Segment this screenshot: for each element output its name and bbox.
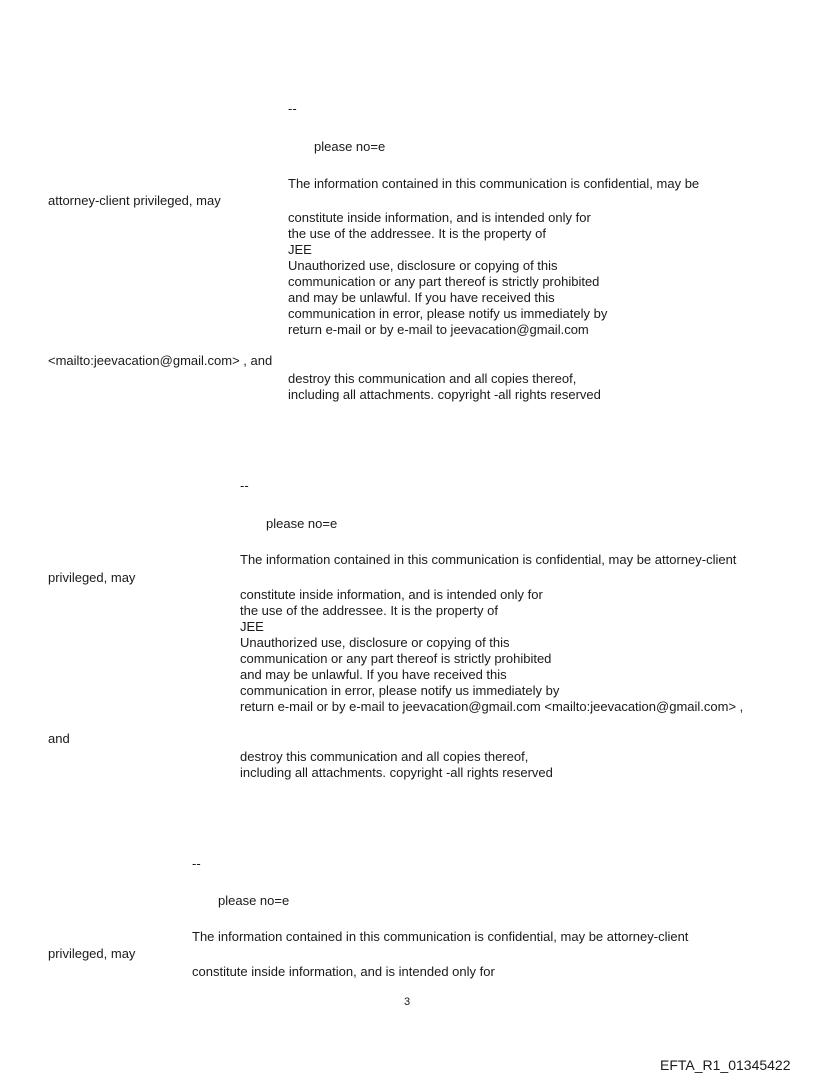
block2-wrap-line-2: and — [48, 731, 70, 746]
body-line: constitute inside information, and is intended only for — [288, 210, 591, 225]
tail-line: destroy this communication and all copies thereof, — [240, 749, 529, 764]
block2-first-line: The information contained in this communication is confidential, may be attorney-client — [240, 552, 737, 567]
body-line: return e-mail or by e-mail to jeevacation@gmail.com — [288, 322, 589, 337]
body-line: JEE — [288, 242, 312, 257]
body-line: and may be unlawful. If you have received this — [288, 290, 555, 305]
body-line: JEE — [240, 619, 264, 634]
block1-first-line: The information contained in this communication is confidential, may be — [288, 176, 700, 191]
tail-line: including all attachments. copyright -all rights reserved — [240, 765, 553, 780]
body-line: communication or any part thereof is strictly prohibited — [240, 651, 552, 666]
block1-greeting: please no=e — [314, 139, 386, 154]
block1-body — [288, 210, 607, 338]
block1-tail — [288, 371, 601, 403]
body-line: the use of the addressee. It is the property of — [288, 226, 546, 241]
body-line: constitute inside information, and is intended only for — [240, 587, 543, 602]
body-line: communication or any part thereof is strictly prohibited — [288, 274, 600, 289]
block3-wrap-line: privileged, may — [48, 946, 136, 961]
block3-body-line: constitute inside information, and is intended only for — [192, 964, 495, 979]
block3-greeting: please no=e — [218, 893, 290, 908]
document-id: EFTA_R1_01345422 — [660, 1057, 791, 1073]
body-line: Unauthorized use, disclosure or copying of this — [240, 635, 510, 650]
body-line: communication in error, please notify us immediately by — [288, 306, 608, 321]
body-line: and may be unlawful. If you have received this — [240, 667, 507, 682]
block2-tail — [240, 749, 553, 781]
page-number: 3 — [404, 996, 411, 1008]
block1-wrap-line: attorney-client privileged, may — [48, 193, 221, 208]
block2-body — [240, 587, 743, 715]
body-line: the use of the addressee. It is the property of — [240, 603, 498, 618]
tail-line: including all attachments. copyright -all rights reserved — [288, 387, 601, 402]
body-line: Unauthorized use, disclosure or copying of this — [288, 258, 558, 273]
block3-dash: -- — [192, 856, 201, 871]
block2-greeting: please no=e — [266, 516, 338, 531]
block1-wrap-line-2: <mailto:jeevacation@gmail.com> , and — [48, 353, 273, 368]
block3-first-line: The information contained in this communication is confidential, may be attorney-client — [192, 929, 689, 944]
block1-dash: -- — [288, 101, 297, 116]
block2-dash: -- — [240, 478, 249, 493]
tail-line: destroy this communication and all copies thereof, — [288, 371, 577, 386]
body-line: communication in error, please notify us immediately by — [240, 683, 560, 698]
block2-wrap-line: privileged, may — [48, 570, 136, 585]
body-line: return e-mail or by e-mail to jeevacation@gmail.com <mailto:jeevacation@gmail.com> , — [240, 699, 744, 714]
